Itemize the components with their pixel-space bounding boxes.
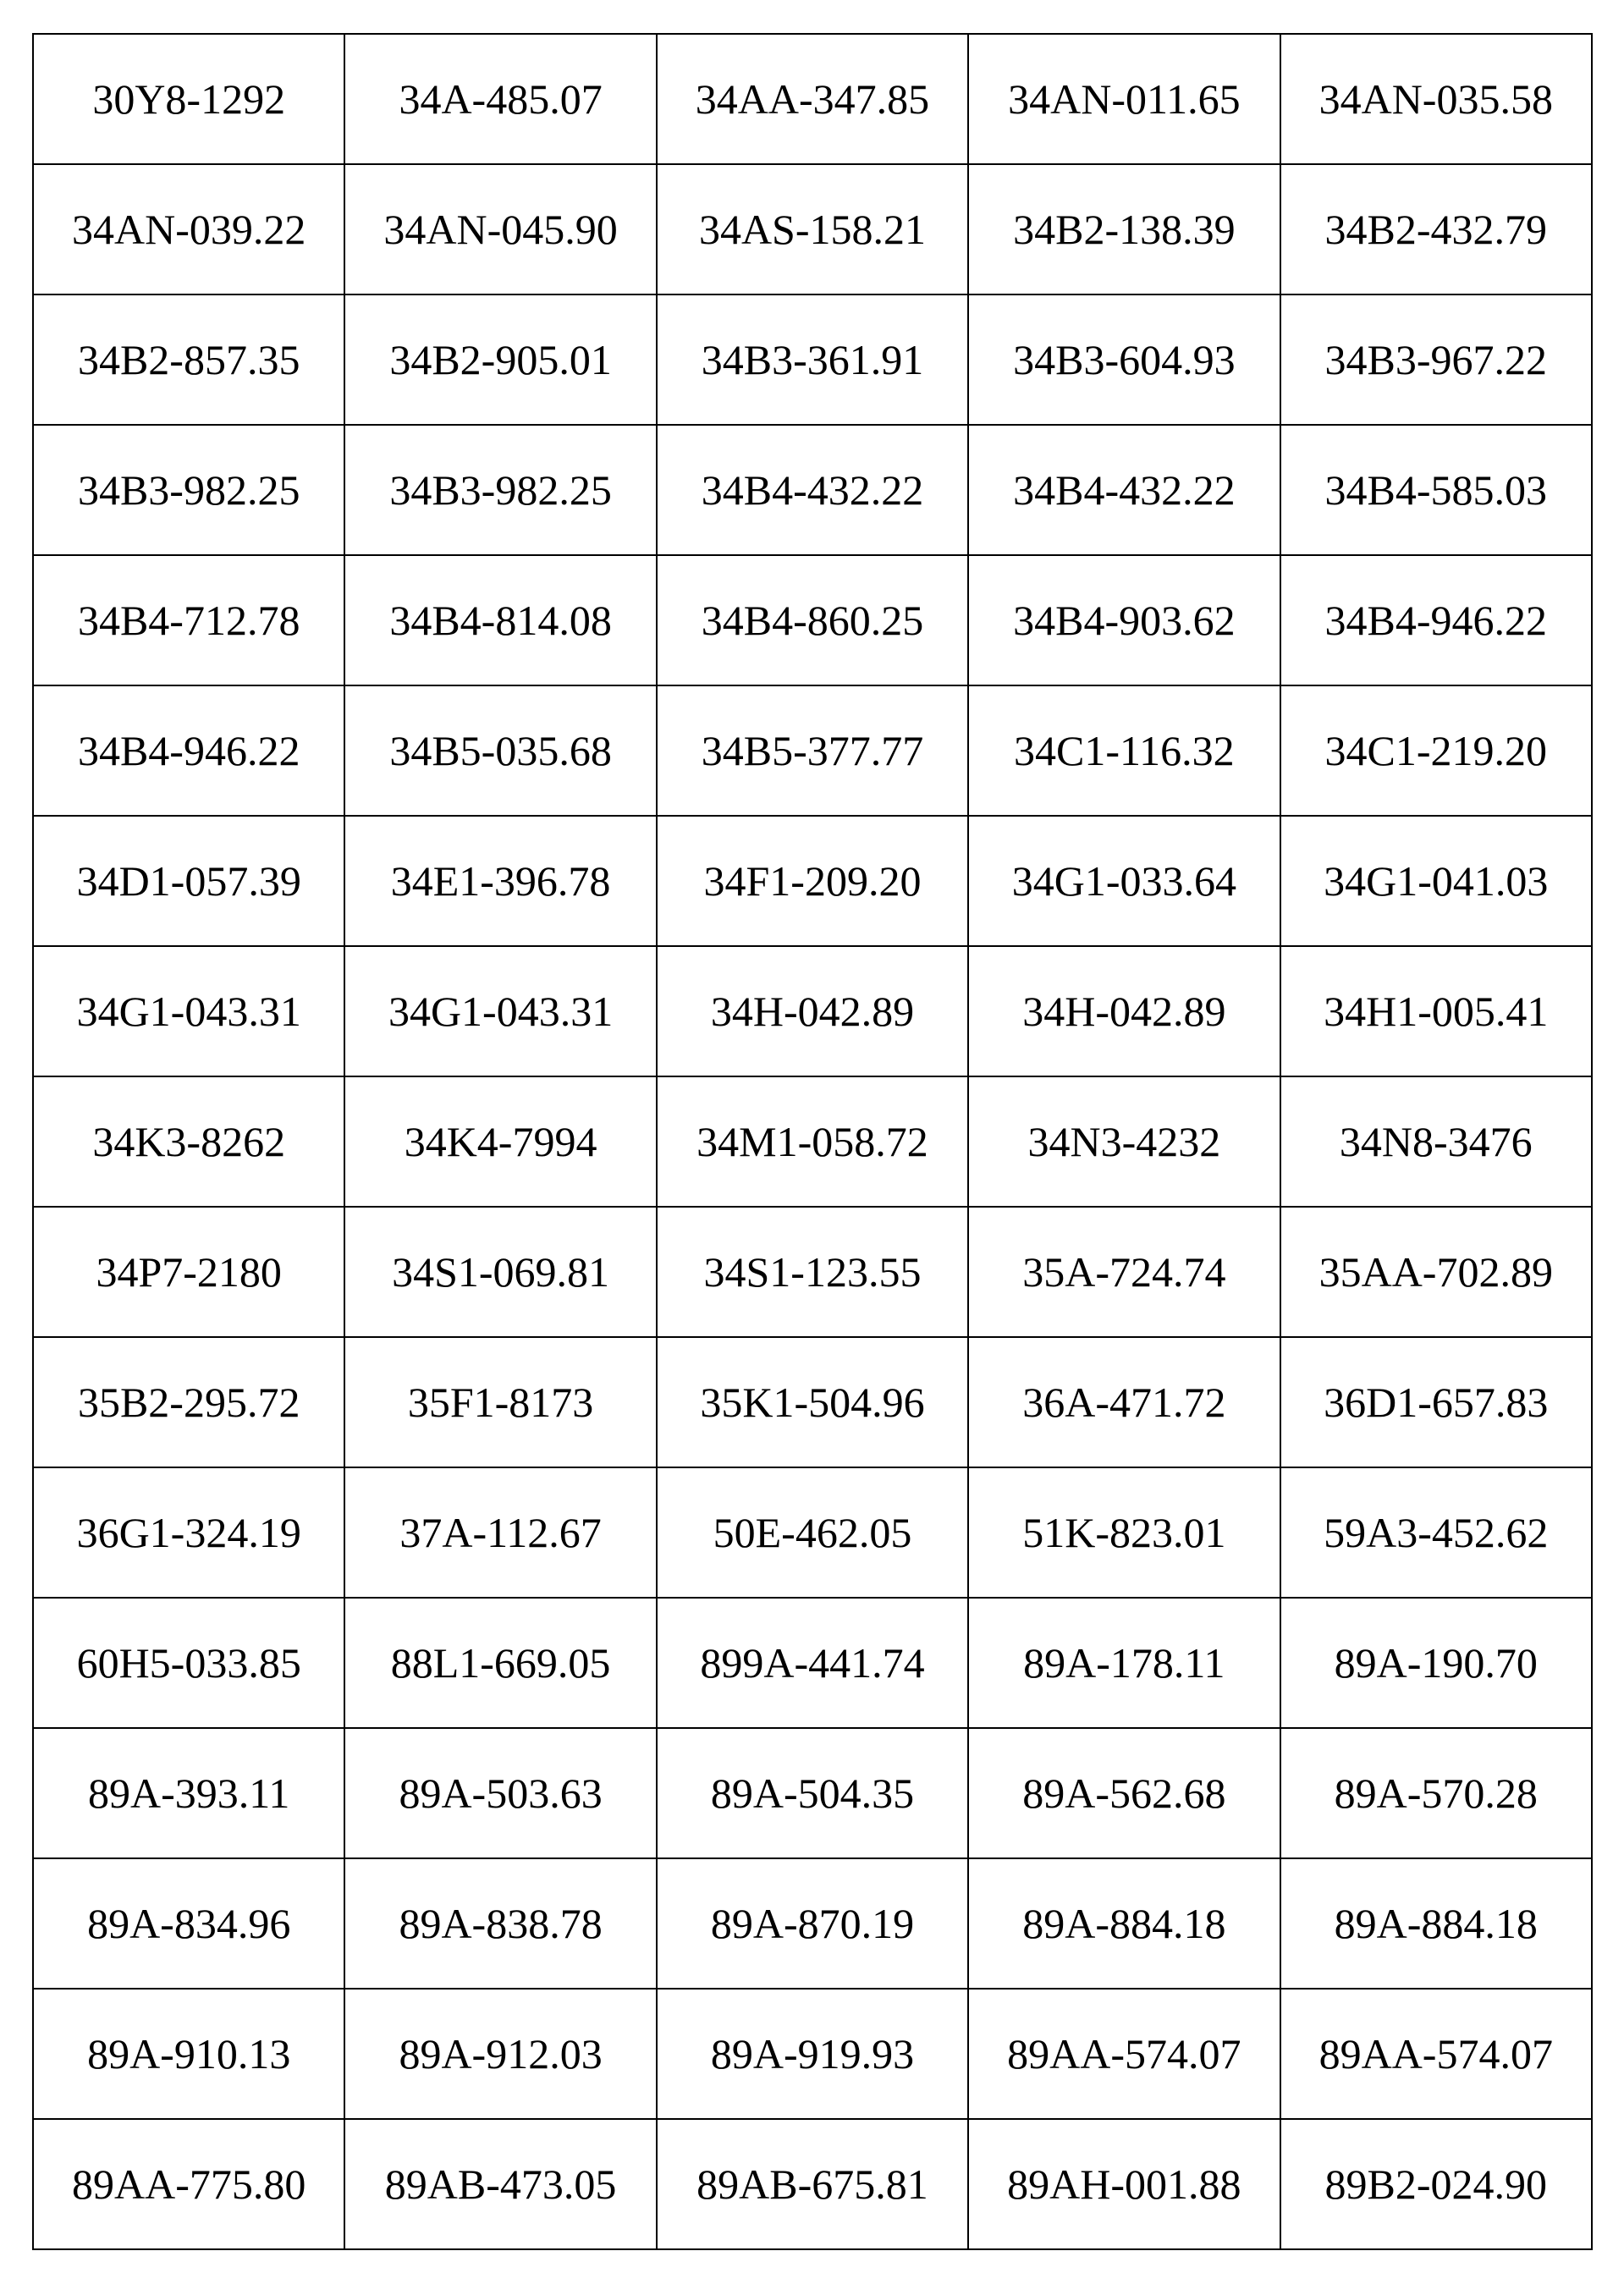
table-cell: 34S1-123.55 — [657, 1207, 968, 1337]
table-cell: 34B4-432.22 — [968, 425, 1280, 555]
table-row — [33, 1467, 1592, 1598]
table-cell: 89A-178.11 — [968, 1598, 1280, 1728]
table-cell: 34B3-982.25 — [33, 425, 344, 555]
table-row — [33, 1858, 1592, 1989]
table-cell: 35F1-8173 — [344, 1337, 656, 1467]
table-cell: 34B4-432.22 — [657, 425, 968, 555]
table-row — [33, 294, 1592, 425]
table-cell: 34G1-043.31 — [33, 946, 344, 1076]
table-cell: 35A-724.74 — [968, 1207, 1280, 1337]
table-row — [33, 34, 1592, 164]
table-row — [33, 425, 1592, 555]
table-cell: 34C1-219.20 — [1280, 685, 1592, 816]
table-cell: 89A-503.63 — [344, 1728, 656, 1858]
table-row — [33, 2119, 1592, 2249]
table-cell: 34N8-3476 — [1280, 1076, 1592, 1207]
table-cell: 60H5-033.85 — [33, 1598, 344, 1728]
table-cell: 36A-471.72 — [968, 1337, 1280, 1467]
table-row — [33, 1337, 1592, 1467]
table-cell: 36G1-324.19 — [33, 1467, 344, 1598]
table-cell: 34AA-347.85 — [657, 34, 968, 164]
table-cell: 34B3-604.93 — [968, 294, 1280, 425]
table-cell: 89AB-473.05 — [344, 2119, 656, 2249]
plate-number-table — [32, 33, 1593, 2250]
table-cell: 34H-042.89 — [968, 946, 1280, 1076]
table-cell: 89A-570.28 — [1280, 1728, 1592, 1858]
table-cell: 37A-112.67 — [344, 1467, 656, 1598]
table-cell: 34AN-045.90 — [344, 164, 656, 294]
table-cell: 89A-393.11 — [33, 1728, 344, 1858]
table-cell: 34H-042.89 — [657, 946, 968, 1076]
table-cell: 89AA-574.07 — [1280, 1989, 1592, 2119]
table-row — [33, 1989, 1592, 2119]
table-cell: 34AN-039.22 — [33, 164, 344, 294]
table-cell: 34B2-905.01 — [344, 294, 656, 425]
table-cell: 89AB-675.81 — [657, 2119, 968, 2249]
table-cell: 34B2-138.39 — [968, 164, 1280, 294]
table-cell: 51K-823.01 — [968, 1467, 1280, 1598]
table-cell: 89A-504.35 — [657, 1728, 968, 1858]
table-cell: 34B4-712.78 — [33, 555, 344, 685]
table-cell: 34B4-903.62 — [968, 555, 1280, 685]
table-cell: 89AH-001.88 — [968, 2119, 1280, 2249]
table-cell: 88L1-669.05 — [344, 1598, 656, 1728]
table-row — [33, 1598, 1592, 1728]
table-cell: 89A-190.70 — [1280, 1598, 1592, 1728]
table-cell: 34B3-967.22 — [1280, 294, 1592, 425]
table-cell: 34K3-8262 — [33, 1076, 344, 1207]
table-cell: 34B4-946.22 — [33, 685, 344, 816]
table-cell: 89A-884.18 — [968, 1858, 1280, 1989]
table-cell: 89A-838.78 — [344, 1858, 656, 1989]
table-cell: 35B2-295.72 — [33, 1337, 344, 1467]
table-cell: 89A-919.93 — [657, 1989, 968, 2119]
table-cell: 34AN-035.58 — [1280, 34, 1592, 164]
table-cell: 34E1-396.78 — [344, 816, 656, 946]
table-cell: 89A-834.96 — [33, 1858, 344, 1989]
table-row — [33, 946, 1592, 1076]
table-cell: 34G1-033.64 — [968, 816, 1280, 946]
table-cell: 89AA-574.07 — [968, 1989, 1280, 2119]
table-row — [33, 555, 1592, 685]
table-cell: 35AA-702.89 — [1280, 1207, 1592, 1337]
table-cell: 34AS-158.21 — [657, 164, 968, 294]
table-cell: 89A-884.18 — [1280, 1858, 1592, 1989]
table-row — [33, 1076, 1592, 1207]
table-cell: 34B4-585.03 — [1280, 425, 1592, 555]
table-row — [33, 164, 1592, 294]
table-cell: 30Y8-1292 — [33, 34, 344, 164]
table-cell: 36D1-657.83 — [1280, 1337, 1592, 1467]
table-cell: 34D1-057.39 — [33, 816, 344, 946]
table-cell: 34S1-069.81 — [344, 1207, 656, 1337]
table-cell: 34M1-058.72 — [657, 1076, 968, 1207]
table-cell: 34AN-011.65 — [968, 34, 1280, 164]
table-cell: 34B5-035.68 — [344, 685, 656, 816]
table-cell: 35K1-504.96 — [657, 1337, 968, 1467]
plate-table-body — [33, 34, 1592, 2249]
table-cell: 89A-562.68 — [968, 1728, 1280, 1858]
table-row — [33, 816, 1592, 946]
table-cell: 34F1-209.20 — [657, 816, 968, 946]
table-cell: 34B4-860.25 — [657, 555, 968, 685]
table-cell: 89AA-775.80 — [33, 2119, 344, 2249]
table-cell: 34G1-041.03 — [1280, 816, 1592, 946]
table-row — [33, 1728, 1592, 1858]
table-row — [33, 1207, 1592, 1337]
table-cell: 89A-912.03 — [344, 1989, 656, 2119]
table-cell: 34H1-005.41 — [1280, 946, 1592, 1076]
table-cell: 34C1-116.32 — [968, 685, 1280, 816]
table-cell: 89A-910.13 — [33, 1989, 344, 2119]
table-cell: 899A-441.74 — [657, 1598, 968, 1728]
table-cell: 34P7-2180 — [33, 1207, 344, 1337]
table-cell: 59A3-452.62 — [1280, 1467, 1592, 1598]
table-cell: 34B2-857.35 — [33, 294, 344, 425]
table-row — [33, 685, 1592, 816]
table-cell: 34B2-432.79 — [1280, 164, 1592, 294]
table-cell: 34B3-361.91 — [657, 294, 968, 425]
table-cell: 34G1-043.31 — [344, 946, 656, 1076]
table-cell: 34B4-946.22 — [1280, 555, 1592, 685]
table-cell: 89A-870.19 — [657, 1858, 968, 1989]
table-cell: 34B3-982.25 — [344, 425, 656, 555]
table-cell: 34N3-4232 — [968, 1076, 1280, 1207]
table-cell: 34A-485.07 — [344, 34, 656, 164]
table-cell: 34B4-814.08 — [344, 555, 656, 685]
table-cell: 34B5-377.77 — [657, 685, 968, 816]
table-cell: 50E-462.05 — [657, 1467, 968, 1598]
table-cell: 34K4-7994 — [344, 1076, 656, 1207]
table-cell: 89B2-024.90 — [1280, 2119, 1592, 2249]
